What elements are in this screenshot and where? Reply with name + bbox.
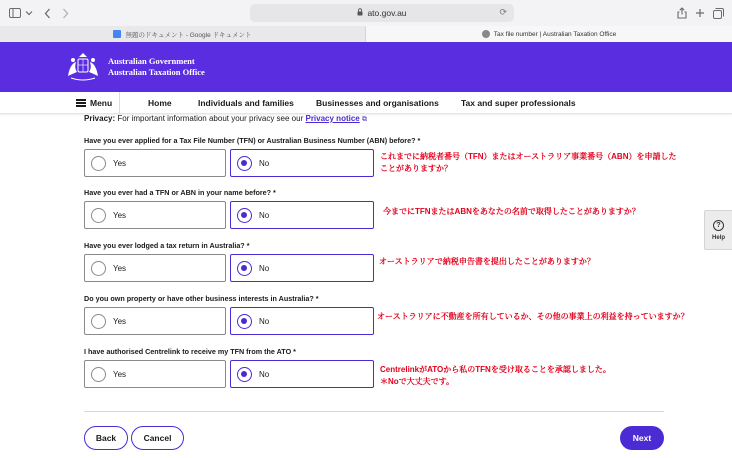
privacy-notice-line: [84, 114, 367, 124]
option-label: No: [259, 263, 270, 273]
radio-button[interactable]: [91, 314, 106, 329]
radio-option-yes[interactable]: [84, 149, 226, 177]
back-button[interactable]: Back: [84, 426, 128, 450]
radio-button-selected[interactable]: [237, 156, 252, 171]
question-label: I have authorised Centrelink to receive my TFN from the ATO *: [84, 347, 296, 356]
radio-option-yes[interactable]: [84, 360, 226, 388]
back-arrow-icon[interactable]: [42, 5, 52, 21]
radio-button-selected[interactable]: [237, 367, 252, 382]
site-header: [0, 42, 732, 92]
radio-option-no[interactable]: [230, 307, 374, 335]
radio-option-yes[interactable]: [84, 307, 226, 335]
option-label: Yes: [113, 369, 127, 379]
next-button[interactable]: Next: [620, 426, 664, 450]
option-label: Yes: [113, 210, 127, 220]
option-label: Yes: [113, 158, 127, 168]
cancel-button[interactable]: Cancel: [131, 426, 184, 450]
radio-button[interactable]: [91, 367, 106, 382]
radio-button-selected[interactable]: [237, 314, 252, 329]
help-button[interactable]: [704, 210, 732, 250]
radio-option-yes[interactable]: [84, 254, 226, 282]
main-nav: [0, 92, 732, 114]
form-divider: [84, 411, 664, 412]
option-label: No: [259, 316, 270, 326]
help-label: Help: [711, 234, 725, 241]
japanese-note: [380, 364, 611, 388]
tab-google-docs[interactable]: [0, 26, 366, 42]
gov-logo[interactable]: [64, 50, 205, 84]
radio-option-yes[interactable]: [84, 201, 226, 229]
privacy-label: Privacy:: [84, 114, 116, 123]
japanese-note-line2: ＊Noで大丈夫です。: [380, 377, 455, 386]
external-link-icon: ⧉: [361, 116, 367, 123]
nav-item-businesses[interactable]: Businesses and organisations: [316, 98, 439, 108]
url-text: ato.gov.au: [367, 8, 407, 18]
tab-bar: [0, 26, 732, 42]
option-label: No: [259, 210, 270, 220]
option-label: Yes: [113, 263, 127, 273]
radio-option-no[interactable]: [230, 360, 374, 388]
privacy-notice-link[interactable]: Privacy notice: [305, 114, 360, 123]
hamburger-icon: [76, 98, 86, 109]
nav-item-tax-professionals[interactable]: Tax and super professionals: [461, 98, 576, 108]
radio-button[interactable]: [91, 208, 106, 223]
tab-label: Tax file number | Australian Taxation Office: [493, 30, 617, 38]
menu-button[interactable]: [64, 92, 120, 114]
radio-option-no[interactable]: [230, 254, 374, 282]
radio-button-selected[interactable]: [237, 208, 252, 223]
tab-ato-tfn[interactable]: [366, 26, 732, 42]
japanese-note: 今までにTFNまたはABNをあなたの名前で取得したことがありますか？: [383, 207, 640, 216]
privacy-text: For important information about your privacy see our: [117, 114, 304, 123]
option-label: No: [259, 158, 270, 168]
share-icon[interactable]: [676, 5, 688, 21]
menu-label: Menu: [90, 98, 113, 108]
tab-overview-icon[interactable]: [712, 5, 724, 21]
forward-arrow-icon[interactable]: [60, 5, 70, 21]
radio-option-no[interactable]: [230, 201, 374, 229]
question-label: Have you ever applied for a Tax File Number (TFN) or Australian Business Number (ABN) before? *: [84, 136, 421, 145]
question-label: Have you ever had a TFN or ABN in your name before? *: [84, 188, 276, 197]
japanese-note-line1: CentrelinkがATOから私のTFNを受け取ることを承認しました。: [380, 365, 611, 374]
option-label: No: [259, 369, 270, 379]
help-icon: ?: [713, 220, 724, 231]
question-label: Have you ever lodged a tax return in Australia? *: [84, 241, 250, 250]
address-bar[interactable]: [250, 4, 514, 22]
tab-label: 無題のドキュメント - Google ドキュメント: [125, 31, 252, 39]
lock-icon: [357, 8, 363, 18]
option-label: Yes: [113, 316, 127, 326]
japanese-note: オーストラリアに不動産を所有しているか、その他の事業上の利益を持っていますか？: [377, 312, 689, 321]
browser-chrome: [0, 0, 732, 42]
japanese-note: これまでに納税者番号（TFN）またはオーストラリア事業番号（ABN）を申請したことがありますか？: [380, 152, 677, 173]
new-tab-icon[interactable]: [694, 5, 706, 21]
ato-favicon-icon: [482, 30, 490, 38]
radio-button[interactable]: [91, 156, 106, 171]
radio-button-selected[interactable]: [237, 261, 252, 276]
browser-toolbar: [0, 0, 732, 26]
gov-wordmark: [108, 56, 205, 78]
docs-favicon-icon: [113, 30, 121, 38]
radio-option-no[interactable]: [230, 149, 374, 177]
chevron-down-icon[interactable]: [24, 5, 34, 21]
nav-item-home[interactable]: Home: [148, 98, 172, 108]
sidebar-toggle-icon[interactable]: [8, 5, 22, 21]
nav-item-individuals[interactable]: Individuals and families: [198, 98, 294, 108]
radio-button[interactable]: [91, 261, 106, 276]
question-label: Do you own property or have other business interests in Australia? *: [84, 294, 319, 303]
gov-line1: Australian Government: [108, 56, 195, 66]
gov-line2: Australian Taxation Office: [108, 67, 205, 77]
japanese-note: オーストラリアで納税申告書を提出したことがありますか？: [379, 257, 595, 266]
reload-icon[interactable]: ⟳: [499, 7, 507, 17]
coat-of-arms-icon: [64, 50, 102, 84]
